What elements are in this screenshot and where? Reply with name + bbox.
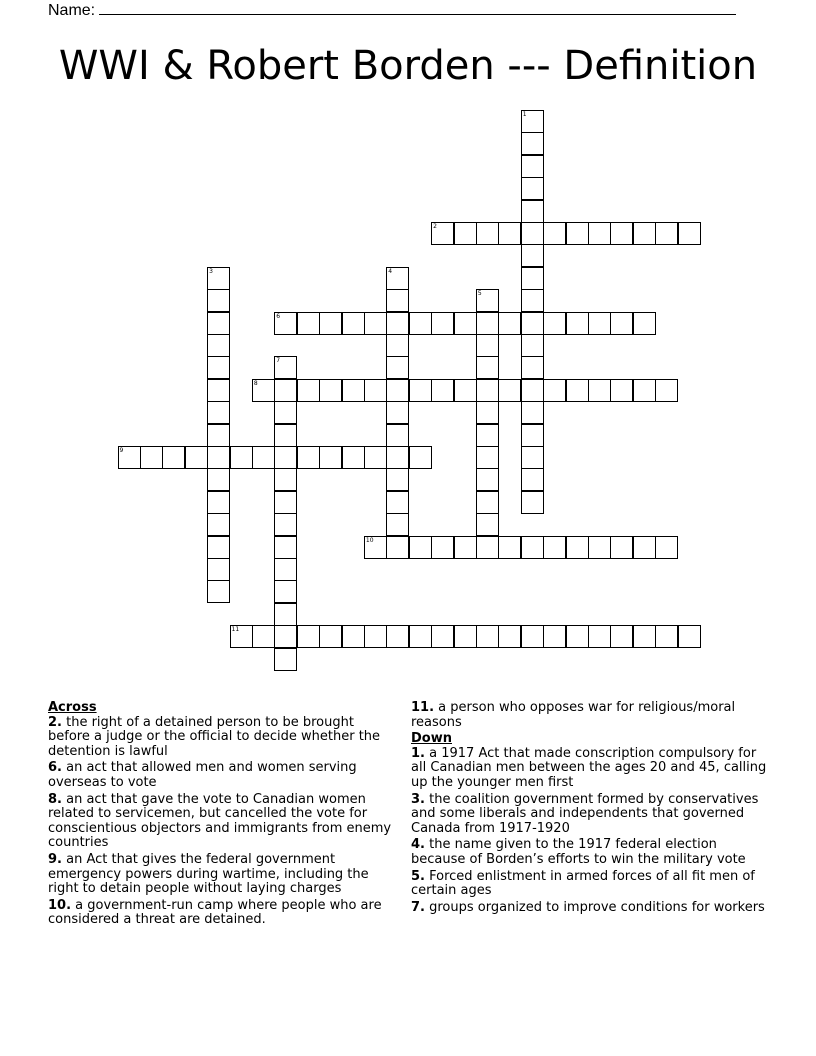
crossword-cell[interactable] [207, 424, 230, 447]
crossword-cell[interactable] [633, 625, 656, 648]
crossword-cell[interactable] [543, 536, 566, 559]
crossword-cell[interactable] [207, 312, 230, 335]
crossword-cell[interactable] [610, 222, 633, 245]
crossword-cell[interactable] [543, 625, 566, 648]
cell-number: 7 [276, 357, 281, 365]
clue-number: 10. [48, 897, 72, 913]
crossword-cell[interactable] [521, 222, 544, 245]
clue-text: groups organized to improve conditions for workers [429, 899, 765, 915]
crossword-cell[interactable] [386, 468, 409, 491]
crossword-cell[interactable] [543, 379, 566, 402]
crossword-cell[interactable] [633, 222, 656, 245]
clue-across-2 [48, 716, 396, 760]
crossword-cell[interactable] [476, 446, 499, 469]
crossword-cell[interactable] [566, 379, 589, 402]
crossword-cell[interactable] [386, 379, 409, 402]
crossword-cell[interactable] [274, 356, 297, 379]
crossword-cell[interactable] [476, 222, 499, 245]
crossword-cell[interactable] [252, 379, 275, 402]
crossword-cell[interactable] [521, 424, 544, 447]
crossword-cell[interactable] [274, 446, 297, 469]
crossword-cell[interactable] [386, 491, 409, 514]
clue-down-3 [411, 793, 767, 837]
crossword-cell[interactable] [274, 513, 297, 536]
crossword-cell[interactable] [476, 289, 499, 312]
crossword-cell[interactable] [364, 379, 387, 402]
crossword-cell[interactable] [521, 110, 544, 133]
clue-number: 8. [48, 791, 62, 807]
crossword-cell[interactable] [454, 222, 477, 245]
crossword-cell[interactable] [521, 177, 544, 200]
crossword-cell[interactable] [386, 536, 409, 559]
crossword-cell[interactable] [476, 334, 499, 357]
crossword-cell[interactable] [633, 379, 656, 402]
cell-number: 4 [388, 267, 393, 275]
crossword-cell[interactable] [521, 356, 544, 379]
crossword-cell[interactable] [274, 401, 297, 424]
clue-down-5 [411, 870, 767, 899]
clue-down-4 [411, 838, 767, 867]
crossword-cell[interactable] [162, 446, 185, 469]
crossword-cell[interactable] [297, 625, 320, 648]
crossword-cell[interactable] [386, 289, 409, 312]
clues-left-column [48, 701, 396, 930]
clue-down-1 [411, 747, 767, 791]
clue-text: a person who opposes war for religious/moral reasons [411, 700, 736, 730]
clue-across-10 [48, 899, 396, 928]
crossword-cell[interactable] [588, 625, 611, 648]
crossword-cell[interactable] [386, 446, 409, 469]
crossword-cell[interactable] [252, 446, 275, 469]
crossword-cell[interactable] [566, 536, 589, 559]
crossword-cell[interactable] [655, 222, 678, 245]
crossword-cell[interactable] [521, 267, 544, 290]
crossword-cell[interactable] [409, 312, 432, 335]
crossword-cell[interactable] [364, 625, 387, 648]
crossword-cell[interactable] [274, 558, 297, 581]
crossword-cell[interactable] [386, 401, 409, 424]
name-label: Name: [48, 2, 96, 19]
crossword-cell[interactable] [476, 312, 499, 335]
clue-number: 1. [411, 745, 425, 761]
cell-number: 3 [209, 267, 213, 275]
crossword-cell[interactable] [207, 558, 230, 581]
clue-number: 4. [411, 837, 425, 853]
crossword-cell[interactable] [274, 312, 297, 335]
crossword-cell[interactable] [274, 648, 297, 671]
crossword-cell[interactable] [521, 401, 544, 424]
crossword-cell[interactable] [409, 379, 432, 402]
crossword-cell[interactable] [476, 356, 499, 379]
crossword-cell[interactable] [207, 468, 230, 491]
crossword-cell[interactable] [140, 446, 163, 469]
crossword-cell[interactable] [274, 468, 297, 491]
clue-text: the name given to the 1917 federal election because of Borden’s efforts to win the military vote [411, 837, 746, 867]
crossword-cell[interactable] [297, 312, 320, 335]
crossword-cell[interactable] [476, 401, 499, 424]
crossword-cell[interactable] [207, 379, 230, 402]
crossword-cell[interactable] [207, 446, 230, 469]
crossword-cell[interactable] [207, 491, 230, 514]
crossword-cell[interactable] [476, 379, 499, 402]
crossword-cell[interactable] [342, 625, 365, 648]
cell-number: 1 [522, 111, 527, 118]
clue-text: Forced enlistment in armed forces of all fit men of certain ages [411, 868, 755, 899]
cell-number: 2 [433, 223, 437, 230]
crossword-cell[interactable] [207, 289, 230, 312]
crossword-cell[interactable] [588, 222, 611, 245]
crossword-cell[interactable] [431, 222, 454, 245]
clue-text: an act that allowed men and women serving overseas to vote [48, 760, 357, 790]
cell-number: 10 [365, 536, 374, 544]
crossword-cell[interactable] [498, 379, 521, 402]
crossword-cell[interactable] [521, 244, 544, 267]
page-title: WWI & Robert Borden --- Definition [58, 43, 758, 89]
crossword-cell[interactable] [409, 536, 432, 559]
clue-number: 3. [411, 791, 425, 807]
crossword-cell[interactable] [342, 379, 365, 402]
crossword-cell[interactable] [633, 536, 656, 559]
crossword-cell[interactable] [386, 312, 409, 335]
crossword-cell[interactable] [476, 625, 499, 648]
crossword-cell[interactable] [364, 536, 387, 559]
across-heading: Across [48, 700, 97, 715]
crossword-cell[interactable] [498, 312, 521, 335]
crossword-cell[interactable] [476, 513, 499, 536]
crossword-cell[interactable] [297, 379, 320, 402]
crossword-cell[interactable] [454, 536, 477, 559]
crossword-cell[interactable] [588, 312, 611, 335]
crossword-cell[interactable] [566, 312, 589, 335]
crossword-cell[interactable] [230, 625, 253, 648]
down-heading: Down [411, 731, 452, 747]
crossword-cell[interactable] [207, 513, 230, 536]
crossword-cell[interactable] [476, 424, 499, 447]
crossword-cell[interactable] [610, 536, 633, 559]
crossword-cell[interactable] [521, 468, 544, 491]
crossword-cell[interactable] [431, 625, 454, 648]
crossword-cell[interactable] [678, 625, 701, 648]
crossword-cell[interactable] [319, 625, 342, 648]
crossword-cell[interactable] [498, 222, 521, 245]
crossword-cell[interactable] [633, 312, 656, 335]
crossword-cell[interactable] [252, 625, 275, 648]
crossword-cell[interactable] [207, 267, 230, 290]
crossword-cell[interactable] [431, 536, 454, 559]
crossword-cell[interactable] [319, 379, 342, 402]
clue-text: the right of a detained person to be brought before a judge or the official to decide whether the detention is lawful [48, 714, 381, 759]
crossword-cell[interactable] [319, 312, 342, 335]
crossword-cell[interactable] [655, 379, 678, 402]
cell-number: 5 [477, 290, 482, 298]
crossword-cell[interactable] [409, 625, 432, 648]
crossword-cell[interactable] [297, 446, 320, 469]
crossword-cell[interactable] [566, 222, 589, 245]
crossword-cell[interactable] [230, 446, 253, 469]
crossword-cell[interactable] [274, 536, 297, 559]
clue-across-11 [411, 701, 767, 730]
crossword-cell[interactable] [521, 491, 544, 514]
crossword-cell[interactable] [207, 536, 230, 559]
crossword-cell[interactable] [386, 267, 409, 290]
crossword-cell[interactable] [655, 536, 678, 559]
crossword-cell[interactable] [207, 334, 230, 357]
crossword-cell[interactable] [543, 222, 566, 245]
crossword-cell[interactable] [386, 356, 409, 379]
clue-number: 2. [48, 714, 62, 730]
crossword-cell[interactable] [476, 468, 499, 491]
crossword-cell[interactable] [521, 446, 544, 469]
crossword-cell[interactable] [498, 536, 521, 559]
clue-text: an Act that gives the federal government emergency powers during wartime, including the right to detain people without laying charges [48, 851, 369, 897]
clue-number: 9. [48, 851, 62, 867]
crossword-cell[interactable] [588, 536, 611, 559]
crossword-cell[interactable] [476, 491, 499, 514]
cell-number: 8 [253, 379, 258, 387]
crossword-cell[interactable] [521, 132, 544, 155]
crossword-cell[interactable] [521, 312, 544, 335]
crossword-cell[interactable] [521, 536, 544, 559]
crossword-cell[interactable] [431, 379, 454, 402]
crossword-cell[interactable] [118, 446, 141, 469]
crossword-cell[interactable] [386, 625, 409, 648]
clue-across-6 [48, 761, 396, 790]
clue-text: the coalition government formed by conservatives and some liberals and independents that governed Canada from 1917-1920 [411, 791, 759, 836]
clue-number: 7. [411, 899, 425, 915]
crossword-cell[interactable] [364, 312, 387, 335]
crossword-cell[interactable] [274, 379, 297, 402]
clue-text: a government-run camp where people who are considered a threat are detained. [48, 897, 382, 928]
clue-number: 6. [48, 760, 62, 776]
clues-right-column [411, 701, 767, 917]
crossword-cell[interactable] [207, 580, 230, 603]
crossword-cell[interactable] [386, 334, 409, 357]
crossword-cell[interactable] [274, 625, 297, 648]
crossword-cell[interactable] [566, 625, 589, 648]
crossword-cell[interactable] [588, 379, 611, 402]
crossword-cell[interactable] [610, 312, 633, 335]
crossword-cell[interactable] [521, 200, 544, 223]
crossword-cell[interactable] [521, 379, 544, 402]
crossword-cell[interactable] [454, 312, 477, 335]
crossword-cell[interactable] [274, 603, 297, 626]
crossword-cell[interactable] [454, 625, 477, 648]
crossword-cell[interactable] [610, 625, 633, 648]
crossword-cell[interactable] [342, 312, 365, 335]
crossword-cell[interactable] [386, 424, 409, 447]
crossword-cell[interactable] [274, 424, 297, 447]
crossword-cell[interactable] [521, 334, 544, 357]
crossword-cell[interactable] [655, 625, 678, 648]
crossword-cell[interactable] [543, 312, 566, 335]
crossword-cell[interactable] [386, 513, 409, 536]
cell-number: 11 [231, 626, 240, 634]
crossword-cell[interactable] [610, 379, 633, 402]
clue-across-9 [48, 853, 396, 897]
crossword-cell[interactable] [185, 446, 208, 469]
crossword-cell[interactable] [678, 222, 701, 245]
crossword-cell[interactable] [521, 289, 544, 312]
cell-number: 6 [276, 312, 281, 320]
clue-down-7 [411, 901, 767, 916]
clue-text: a 1917 Act that made conscription compulsory for all Canadian men between the ages 20 and 45, calling up the younger men first [411, 745, 767, 790]
crossword-cell[interactable] [521, 625, 544, 648]
crossword-cell[interactable] [274, 580, 297, 603]
crossword-cell[interactable] [476, 536, 499, 559]
crossword-cell[interactable] [364, 446, 387, 469]
crossword-cell[interactable] [207, 356, 230, 379]
crossword-cell[interactable] [431, 312, 454, 335]
crossword-cell[interactable] [521, 155, 544, 178]
crossword-cell[interactable] [274, 491, 297, 514]
crossword-cell[interactable] [409, 446, 432, 469]
crossword-cell[interactable] [498, 625, 521, 648]
crossword-cell[interactable] [319, 446, 342, 469]
clue-number: 5. [411, 868, 425, 884]
crossword-cell[interactable] [207, 401, 230, 424]
crossword-cell[interactable] [342, 446, 365, 469]
clue-across-8 [48, 793, 396, 851]
clue-text: an act that gave the vote to Canadian women related to servicemen, but cancelled the vote for conscientious objectors and immigrants from enemy countries [48, 791, 392, 851]
cell-number: 9 [119, 447, 124, 454]
clue-number: 11. [411, 700, 435, 715]
crossword-cell[interactable] [454, 379, 477, 402]
